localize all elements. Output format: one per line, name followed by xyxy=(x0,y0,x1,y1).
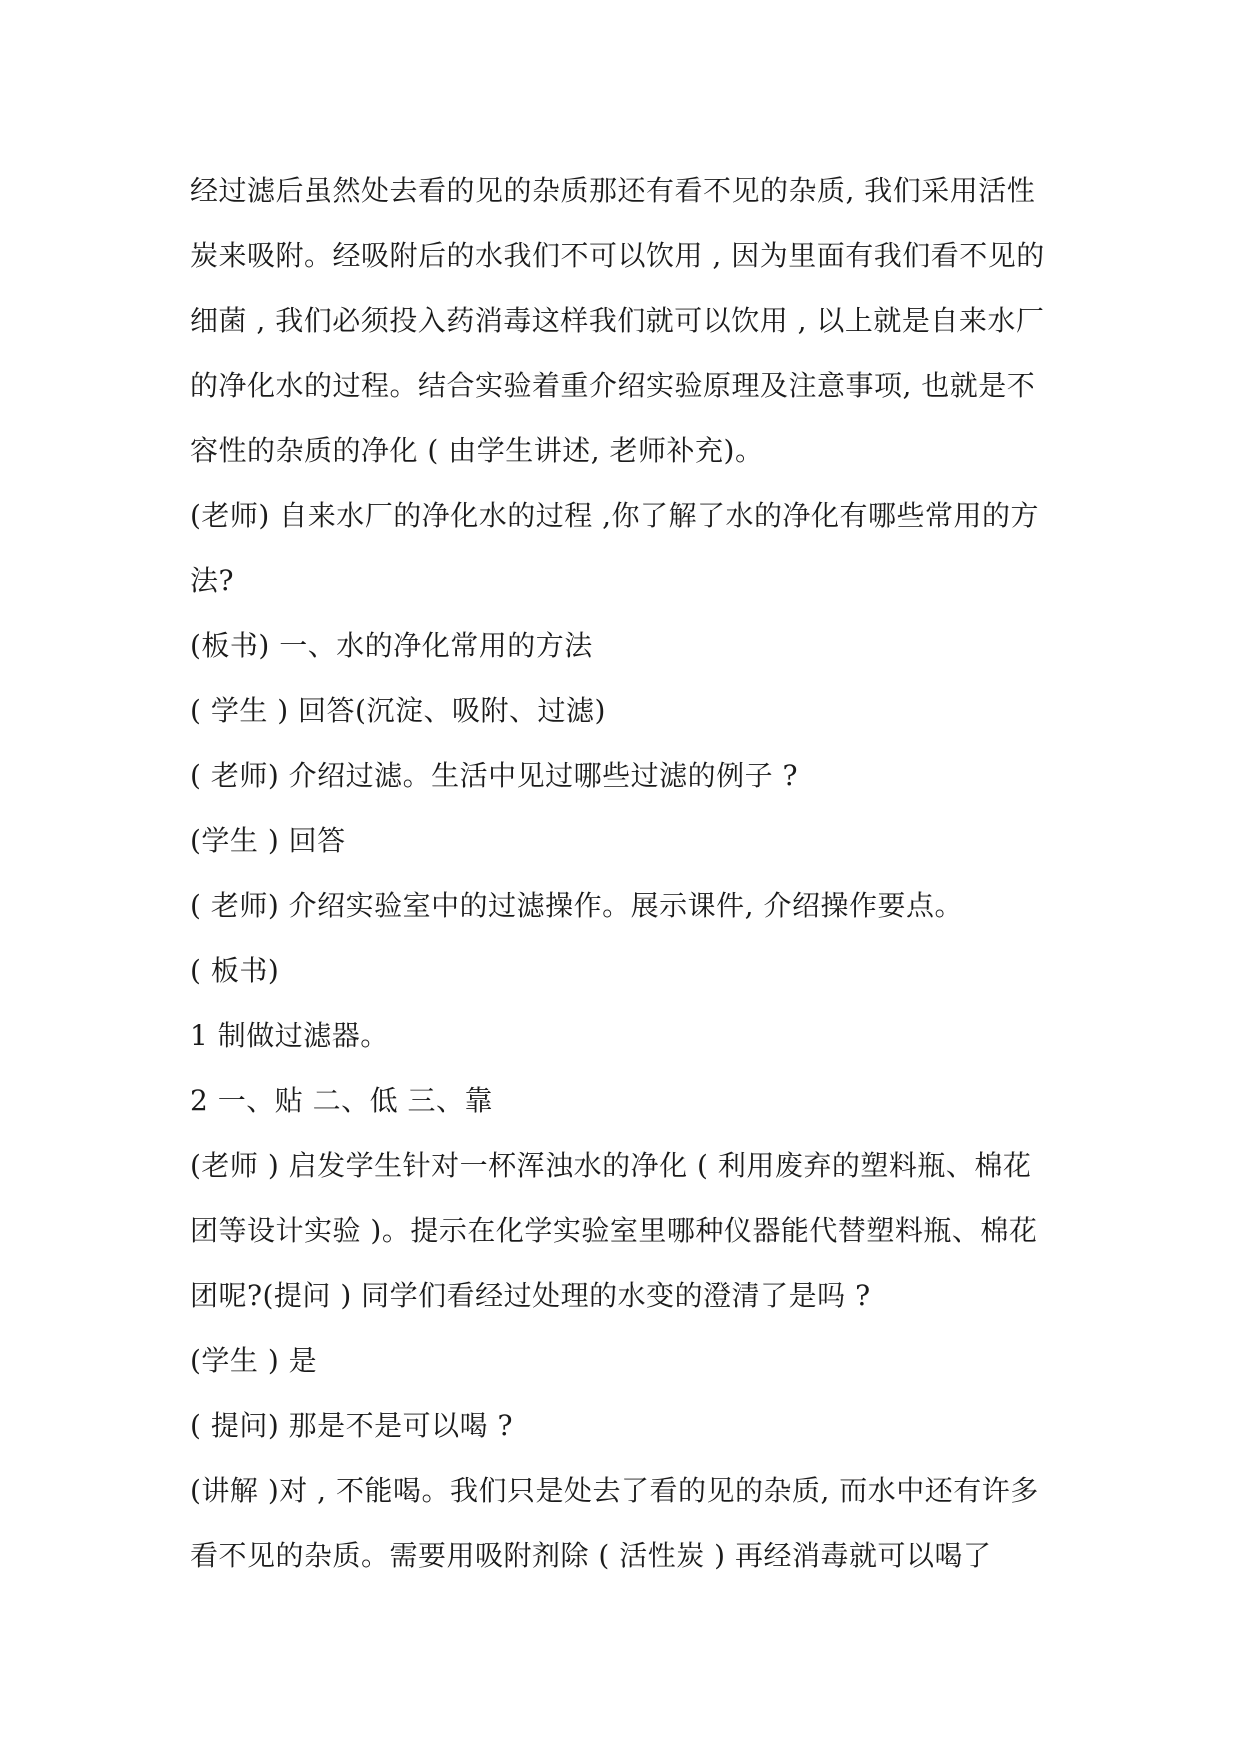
text-line: ( 老师) 介绍实验室中的过滤操作。展示课件, 介绍操作要点。 xyxy=(190,889,963,922)
text-line: ( 提问) 那是不是可以喝 ? xyxy=(190,1409,514,1442)
text-line: 的净化水的过程。结合实验着重介绍实验原理及注意事项, 也就是不 xyxy=(190,369,1036,402)
text-line: (板书) 一、水的净化常用的方法 xyxy=(190,629,593,662)
text-line: 法? xyxy=(190,564,235,597)
text-line: 看不见的杂质。需要用吸附剂除 ( 活性炭 ) 再经消毒就可以喝了 xyxy=(190,1539,992,1572)
text-line: (老师 ) 启发学生针对一杯浑浊水的净化 ( 利用废弃的塑料瓶、棉花 xyxy=(190,1149,1032,1182)
text-line: 炭来吸附。经吸附后的水我们不可以饮用 , 因为里面有我们看不见的 xyxy=(190,239,1045,272)
text-line: (老师) 自来水厂的净化水的过程 ,你了解了水的净化有哪些常用的方 xyxy=(190,499,1040,532)
text-line: ( 老师) 介绍过滤。生活中见过哪些过滤的例子 ? xyxy=(190,759,799,792)
text-line: 经过滤后虽然处去看的见的杂质那还有看不见的杂质, 我们采用活性 xyxy=(190,174,1036,207)
text-line: (学生 ) 是 xyxy=(190,1344,318,1377)
text-line: 团呢?(提问 ) 同学们看经过处理的水变的澄清了是吗 ? xyxy=(190,1279,871,1312)
text-line: ( 板书) xyxy=(190,954,280,987)
text-line: (学生 ) 回答 xyxy=(190,824,346,857)
text-line: 细菌 , 我们必须投入药消毒这样我们就可以饮用 , 以上就是自来水厂 xyxy=(190,304,1045,337)
document-body xyxy=(190,158,1060,1588)
text-line: 容性的杂质的净化 ( 由学生讲述, 老师补充)。 xyxy=(190,434,764,467)
text-line: 团等设计实验 )。提示在化学实验室里哪种仪器能代替塑料瓶、棉花 xyxy=(190,1214,1038,1247)
text-line: 2 一、贴 二、低 三、靠 xyxy=(190,1084,494,1117)
text-line: 1 制做过滤器。 xyxy=(190,1019,389,1052)
text-line: (讲解 )对 , 不能喝。我们只是处去了看的见的杂质, 而水中还有许多 xyxy=(190,1474,1039,1507)
text-line: ( 学生 ) 回答(沉淀、吸附、过滤) xyxy=(190,694,606,727)
